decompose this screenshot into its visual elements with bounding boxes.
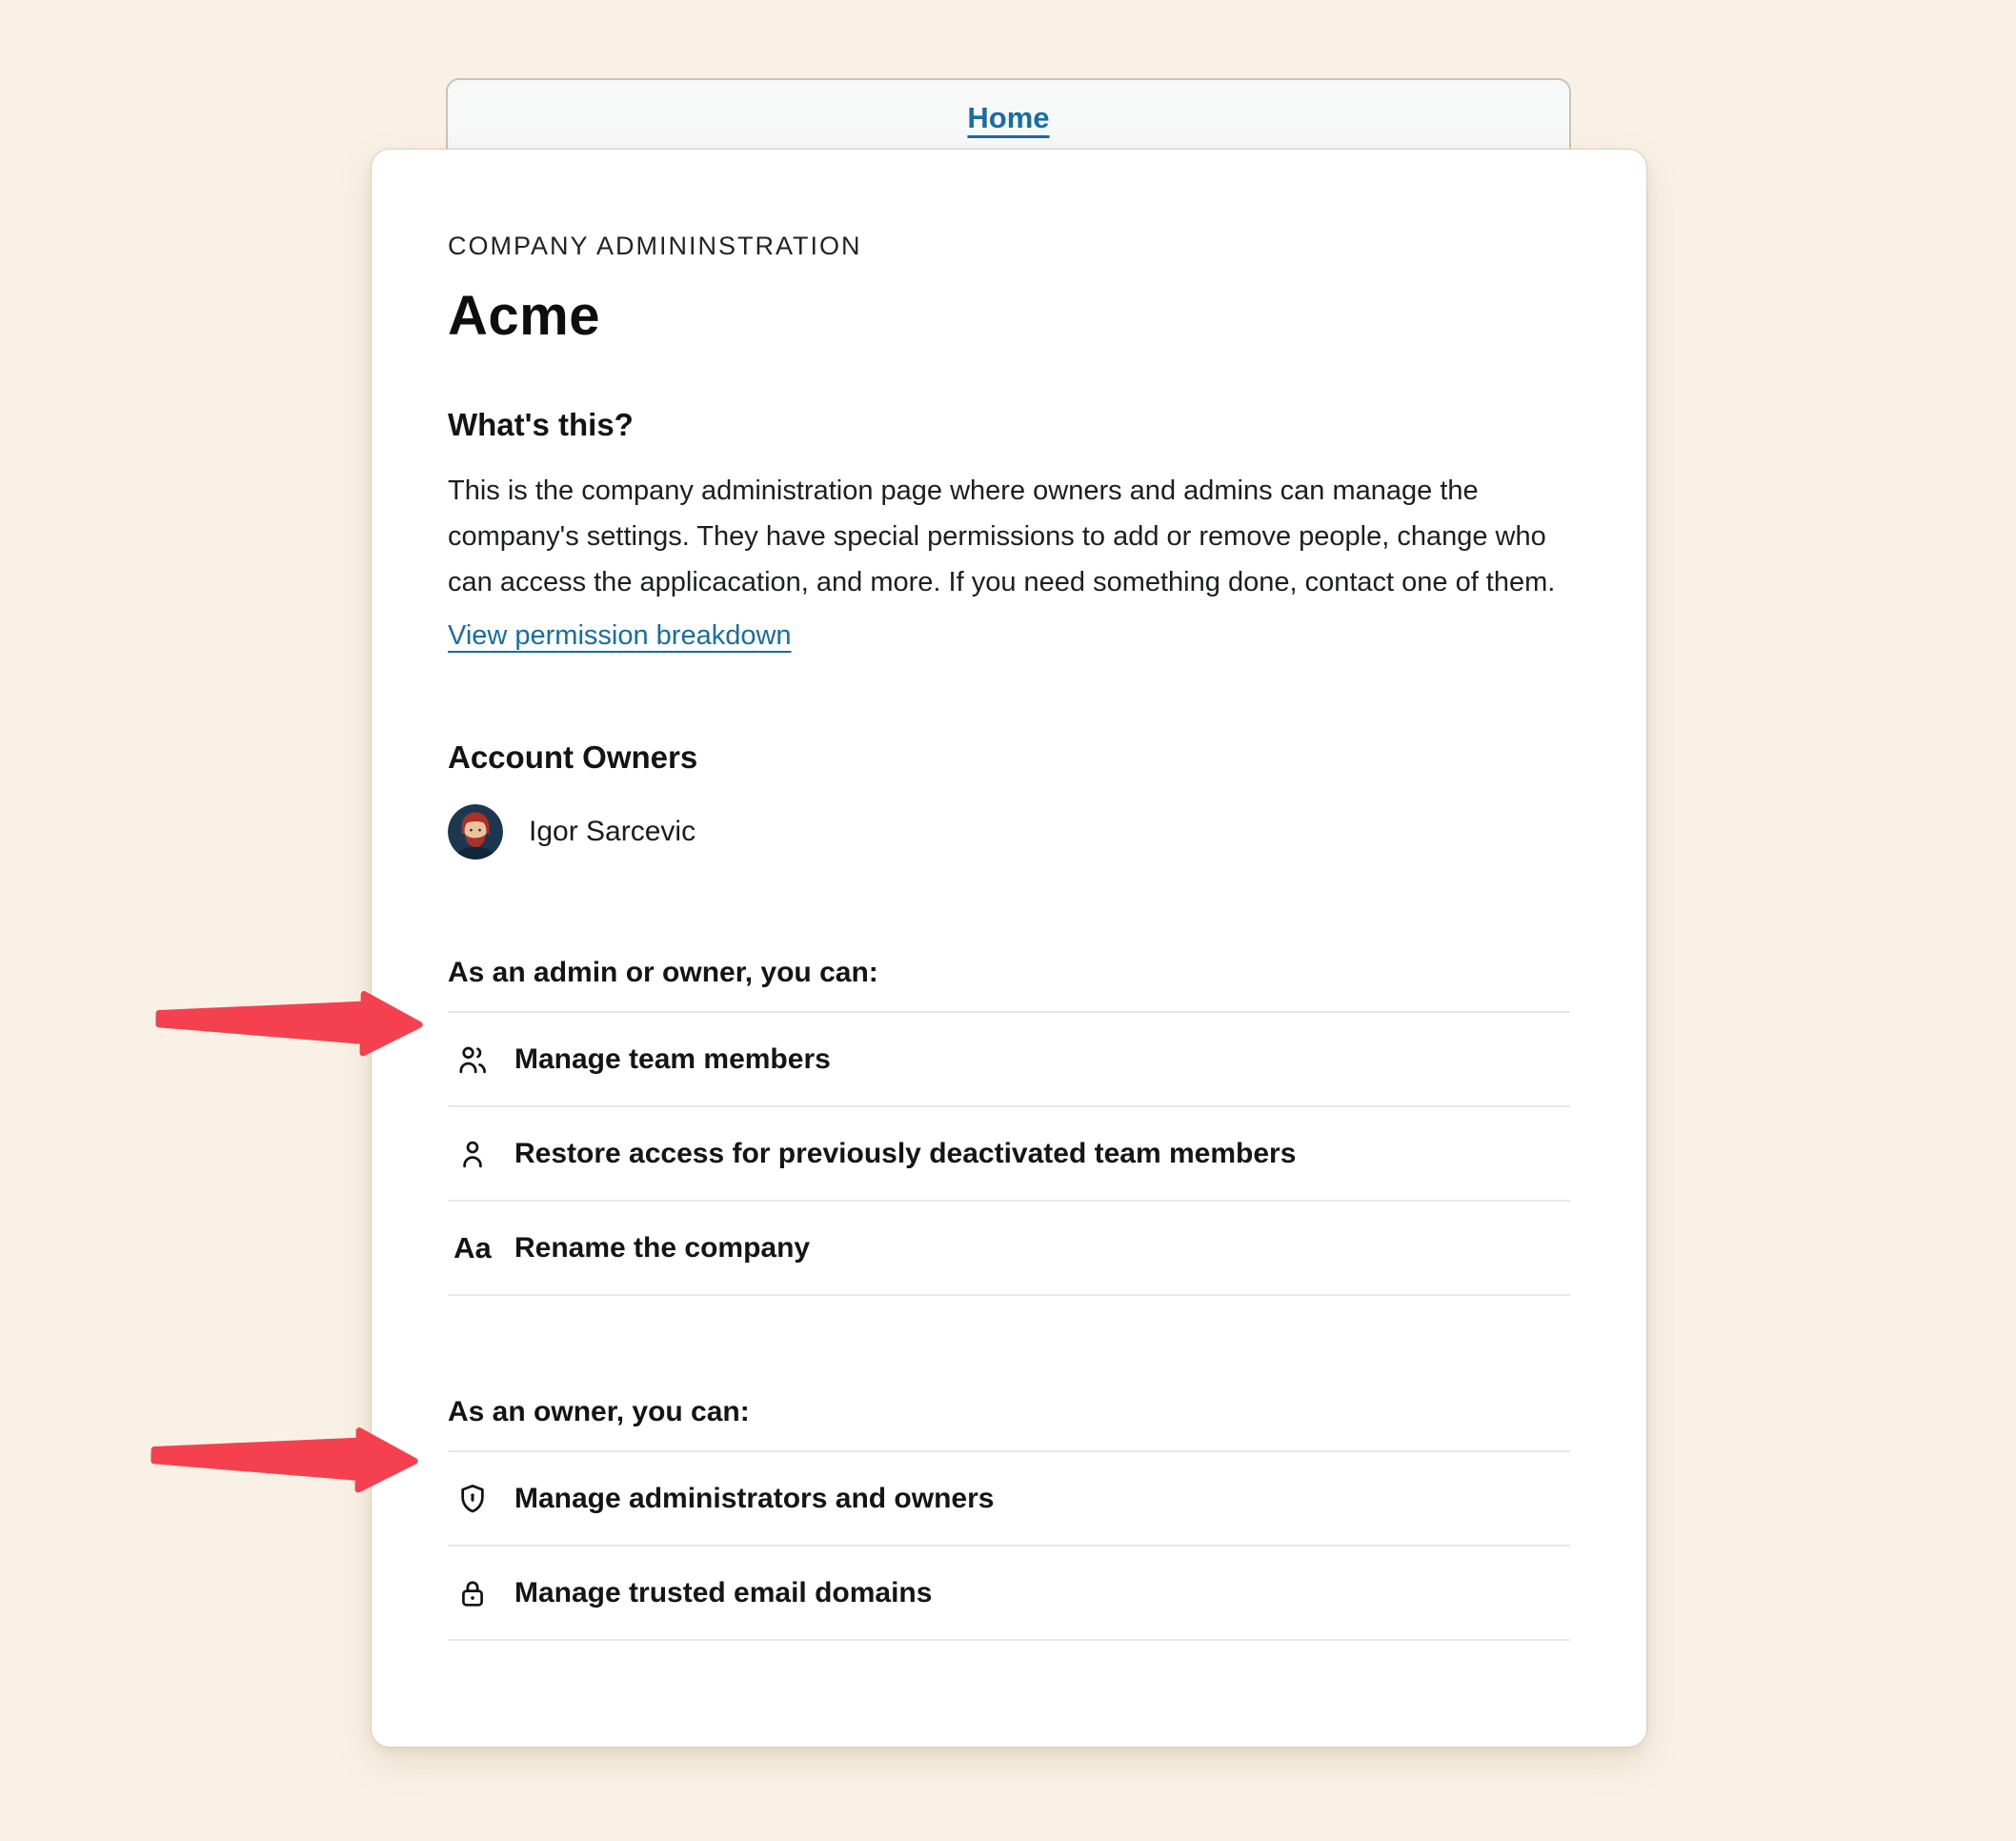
permission-label: Manage team members [514, 1042, 831, 1075]
owner-name: Igor Sarcevic [529, 816, 696, 847]
users-icon [448, 1041, 497, 1079]
about-paragraph: This is the company administration page where owners and admins can manage the company's settings. They have special permissions to add or remove people, change who can access the applicacation, and more. If you need something done, contact one of them. [448, 475, 1556, 597]
owners-list [448, 804, 1570, 860]
user-icon [448, 1135, 497, 1173]
permission-label: Manage administrators and owners [514, 1482, 995, 1514]
view-permission-breakdown-link[interactable]: View permission breakdown [448, 620, 792, 651]
permission-item [448, 1202, 1570, 1296]
permission-label: Rename the company [514, 1231, 811, 1264]
permission-item [448, 1547, 1570, 1641]
account-owner-row [448, 804, 1570, 860]
section-heading: As an owner, you can: [448, 1396, 1570, 1452]
permission-label: Manage trusted email domains [514, 1576, 933, 1608]
section-items [448, 1452, 1570, 1641]
permission-item [448, 1452, 1570, 1547]
company-admin-card [371, 149, 1647, 1748]
home-link[interactable]: Home [967, 101, 1050, 134]
card-eyebrow: COMPANY ADMININSTRATION [448, 232, 862, 260]
red-arrow-annotation-admin-section [153, 983, 426, 1061]
lock-icon [448, 1574, 497, 1612]
permission-sections [448, 957, 1570, 1641]
company-name-title: Acme [448, 285, 600, 347]
account-owners-heading: Account Owners [448, 739, 698, 775]
section-items [448, 1013, 1570, 1296]
permission-label: Restore access for previously deactivated team members [514, 1137, 1297, 1169]
shield-icon [448, 1480, 497, 1518]
rename-aa-icon: Aa [454, 1231, 492, 1264]
red-arrow-annotation-owner-section [149, 1420, 421, 1497]
permission-item [448, 1013, 1570, 1107]
avatar [448, 804, 503, 860]
permission-item [448, 1107, 1570, 1202]
permission-section [448, 1396, 1570, 1641]
section-heading: As an admin or owner, you can: [448, 957, 1570, 1013]
whats-this-heading: What's this? [448, 407, 634, 442]
permission-section [448, 957, 1570, 1296]
